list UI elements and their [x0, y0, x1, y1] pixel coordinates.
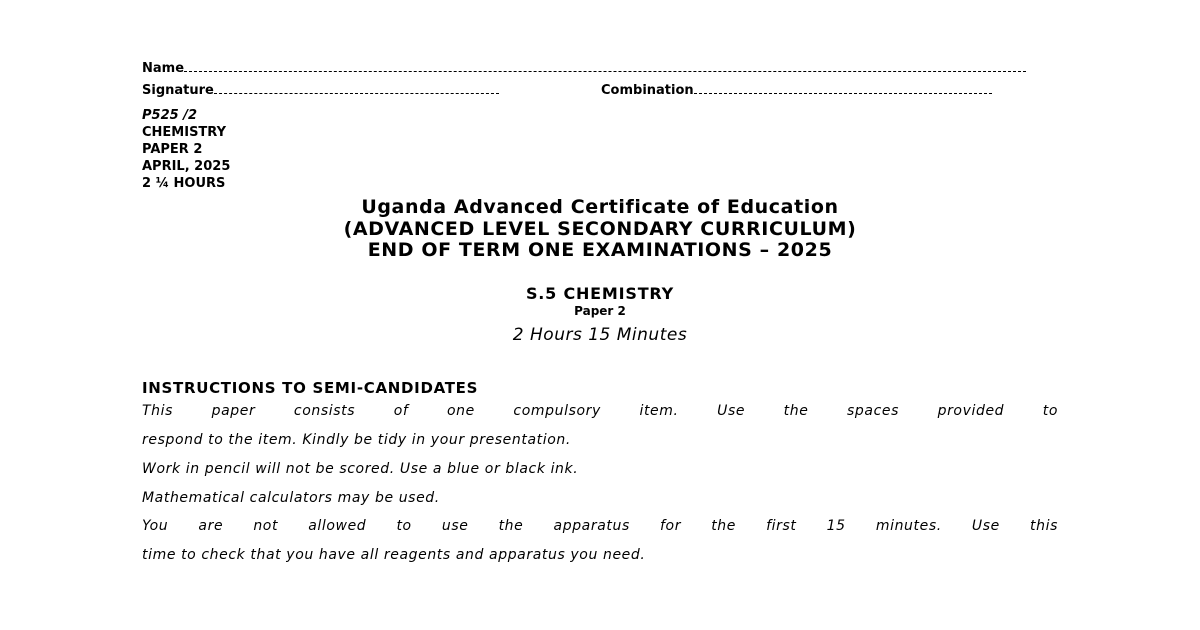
exam-title-line1: Uganda Advanced Certificate of Education — [361, 196, 839, 218]
exam-title-line3: END OF TERM ONE EXAMINATIONS – 2025 — [367, 239, 833, 261]
signature-blank-line[interactable] — [214, 93, 499, 94]
instruction-line: This paper consists of one compulsory item. Use the spaces provided to — [142, 403, 1058, 419]
time-allowed: 2 Hours 15 Minutes — [512, 325, 688, 345]
instruction-line: Mathematical calculators may be used. — [142, 490, 440, 506]
paper-number: PAPER 2 — [142, 142, 203, 157]
paper-date: APRIL, 2025 — [142, 159, 231, 174]
instruction-line: You are not allowed to use the apparatus for the first 15 minutes. Use this — [142, 518, 1058, 534]
instructions-heading: INSTRUCTIONS TO SEMI-CANDIDATES — [142, 379, 479, 397]
paper-code: P525 /2 — [142, 108, 197, 123]
combination-label: Combination — [601, 83, 694, 98]
instruction-line: respond to the item. Kindly be tidy in your presentation. — [142, 432, 571, 448]
combination-blank-line[interactable] — [694, 93, 992, 94]
paper-meta — [142, 107, 230, 192]
signature-label: Signature — [142, 83, 214, 98]
paper-duration: 2 ¼ HOURS — [142, 176, 226, 191]
name-label: Name — [142, 61, 185, 76]
signature-field[interactable] — [142, 79, 499, 98]
paper-label: Paper 2 — [574, 304, 626, 318]
name-blank-line[interactable] — [184, 71, 1026, 72]
class-subject: S.5 CHEMISTRY — [525, 284, 675, 303]
instruction-line: time to check that you have all reagents and apparatus you need. — [142, 547, 646, 563]
instruction-line: Work in pencil will not be scored. Use a blue or black ink. — [142, 461, 579, 477]
exam-title-line2: (ADVANCED LEVEL SECONDARY CURRICULUM) — [343, 218, 857, 240]
paper-subject: CHEMISTRY — [142, 125, 227, 140]
name-field[interactable] — [142, 57, 1026, 76]
combination-field[interactable] — [601, 79, 992, 98]
